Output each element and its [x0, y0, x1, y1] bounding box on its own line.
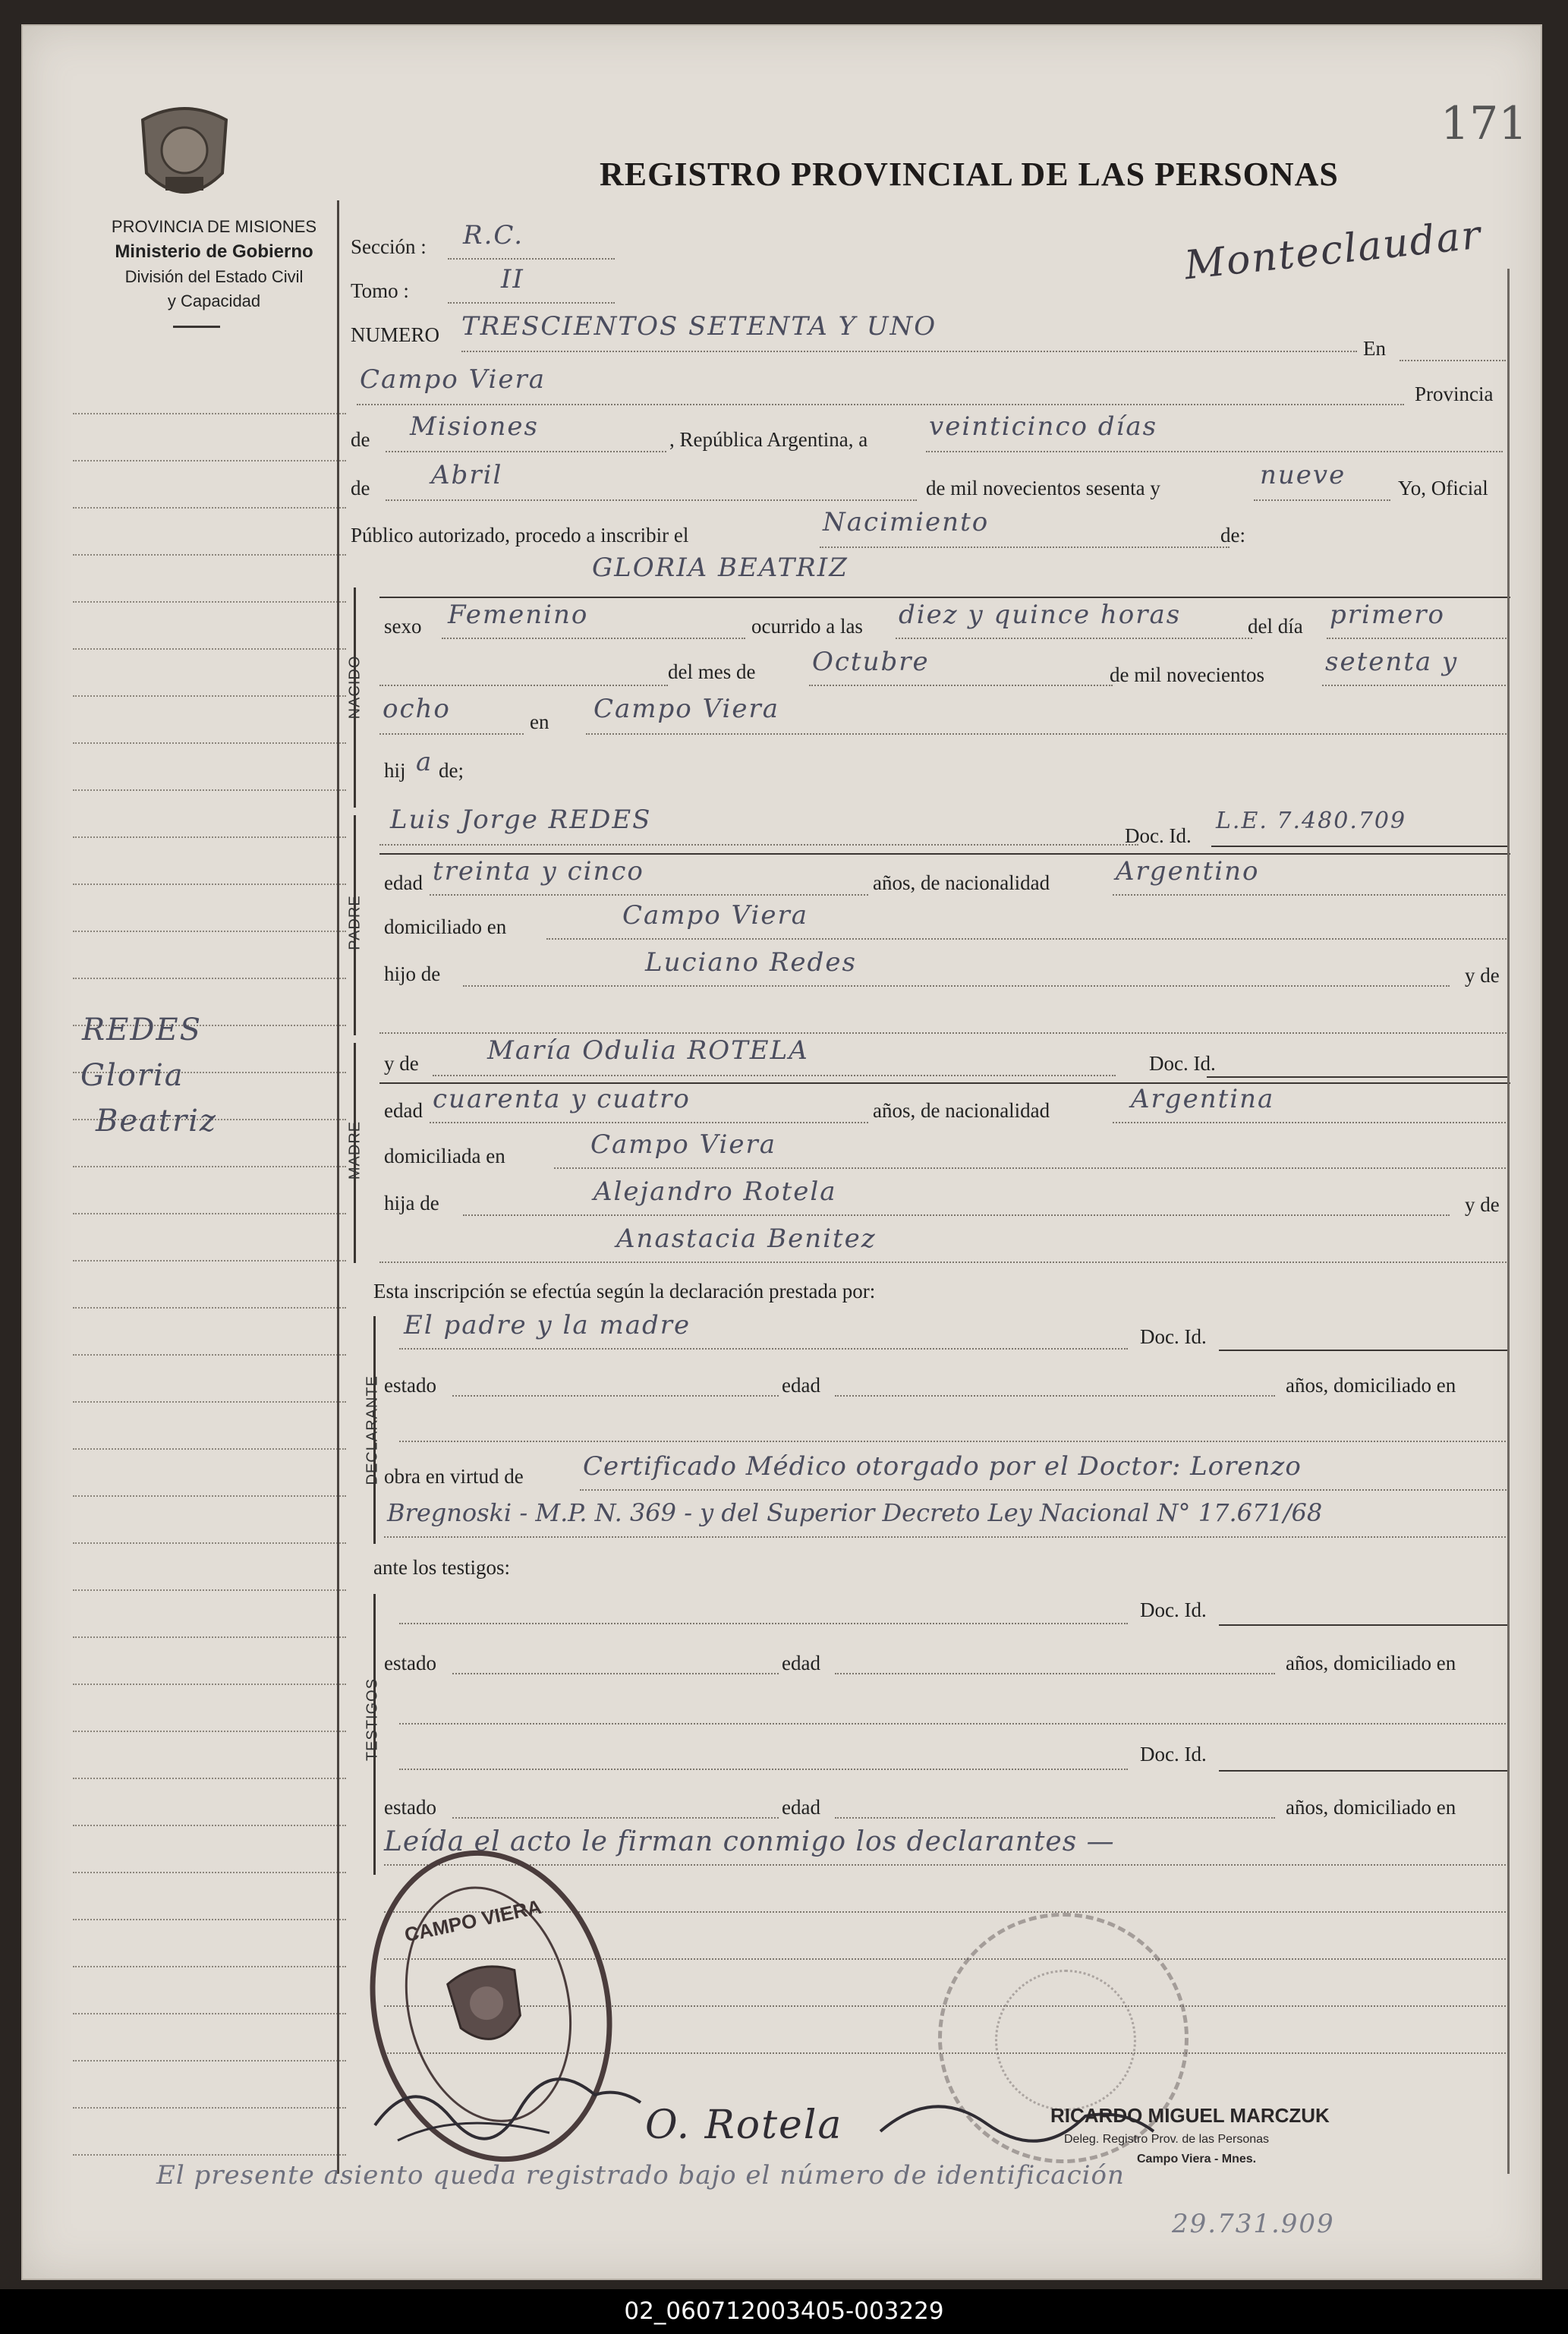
footer-note: El presente asiento queda registrado bajo el número de identificación — [156, 2160, 1125, 2191]
sidebar-dotted-line — [73, 789, 346, 791]
side-label-testigos: TESTIGOS — [364, 1677, 381, 1762]
label-padre-anos: años, de nacionalidad — [873, 871, 1050, 894]
right-vertical-rule — [1507, 269, 1510, 2174]
label-padre-doc: Doc. Id. — [1125, 824, 1192, 847]
line-madre-nombre — [433, 1075, 1116, 1076]
page-title: REGISTRO PROVINCIAL DE LAS PERSONAS — [600, 156, 1339, 193]
line-declarante-dom — [399, 1441, 1509, 1442]
line-dia — [1327, 638, 1509, 639]
sidebar-dotted-line — [73, 2154, 346, 2156]
label-numero: NUMERO — [351, 323, 440, 346]
sidebar-dotted-line — [73, 648, 346, 650]
label-obra: obra en virtud de — [384, 1465, 524, 1488]
value-seccion: R.C. — [463, 220, 524, 250]
value-madre-hija-de: Alejandro Rotela — [594, 1176, 837, 1207]
value-madre-hija-de2: Anastacia Benitez — [616, 1224, 877, 1254]
line-declarante-estado — [452, 1395, 779, 1397]
value-padre-dom: Campo Viera — [622, 900, 809, 931]
coat-of-arms-icon — [135, 97, 234, 211]
label-hij: hij — [384, 759, 406, 782]
value-hij-suffix: a — [416, 747, 433, 777]
sidebar-dotted-line — [73, 931, 346, 932]
value-declarante: El padre y la madre — [404, 1310, 691, 1340]
value-hora: diez y quince horas — [899, 600, 1182, 630]
line-leida — [384, 1864, 1509, 1866]
label-tomo: Tomo : — [351, 279, 409, 302]
sidebar-dotted-line — [73, 1919, 346, 1920]
header-division2: y Capacidad — [167, 291, 261, 310]
sidebar-dotted-line — [73, 1589, 346, 1591]
side-label-madre: MADRE — [346, 1120, 364, 1180]
label-madre-hija: hija de — [384, 1192, 439, 1214]
line-madre-dom — [554, 1167, 1509, 1169]
sidebar-dotted-line — [73, 1731, 346, 1732]
scan-id-bar: 02_060712003405-003229 — [0, 2289, 1568, 2334]
label-testigo1-edad: edad — [782, 1652, 820, 1674]
sidebar-dotted-line — [73, 1260, 346, 1261]
line-anio2 — [379, 733, 524, 735]
label-testigo1-anos: años, domiciliado en — [1286, 1652, 1456, 1674]
line-obra1 — [580, 1489, 1509, 1491]
padre-top-rule — [379, 853, 1510, 855]
value-provincia: Misiones — [410, 411, 539, 442]
value-mes: Octubre — [812, 647, 930, 677]
sidebar-dotted-line — [73, 1684, 346, 1685]
label-de3: de: — [1220, 524, 1245, 546]
line-testigo2-edad — [835, 1817, 1275, 1819]
value-dia: primero — [1330, 600, 1445, 630]
label-padre-dom: domiciliado en — [384, 915, 507, 938]
line-numero — [461, 351, 1357, 352]
label-publico: Público autorizado, procedo a inscribir el — [351, 524, 689, 546]
value-fecha-mes: Abril — [431, 460, 503, 490]
side-label-nacido: NACIDO — [346, 655, 364, 720]
line-padre-hijo — [463, 985, 1450, 987]
main-vertical-rule — [337, 200, 339, 2174]
official-signature: Monteclaudar — [1182, 212, 1485, 289]
side-label-padre: PADRE — [346, 895, 364, 950]
line-mes — [809, 685, 1113, 686]
label-madre-doc: Doc. Id. — [1149, 1052, 1216, 1075]
father-signature-icon — [367, 2065, 656, 2156]
label-de2: de — [351, 477, 370, 499]
value-padre-nac: Argentino — [1116, 856, 1260, 887]
sidebar-dotted-line — [73, 1636, 346, 1638]
line-padre-edad — [430, 894, 868, 896]
official-location-stamp: Campo Viera - Mnes. — [1137, 2153, 1257, 2165]
sidebar-dotted-line — [73, 1307, 346, 1309]
line-testigo1 — [399, 1623, 1128, 1624]
label-mil-nov2: de mil novecientos — [1110, 663, 1264, 686]
line-tomo — [448, 302, 615, 304]
line-fecha-mes — [386, 499, 917, 501]
line-sexo — [442, 638, 745, 639]
sidebar-dotted-line — [73, 413, 346, 414]
line-fecha-dia — [926, 451, 1503, 452]
sidebar-note-name2: Beatriz — [96, 1104, 217, 1139]
line-madre-nac — [1113, 1122, 1509, 1123]
sidebar-dotted-line — [73, 507, 346, 509]
header-province: PROVINCIA DE MISIONES — [111, 217, 317, 236]
line-padre-dom — [546, 938, 1509, 940]
sidebar-note-name1: Gloria — [80, 1058, 184, 1093]
value-leida: Leída el acto le firman conmigo los declarantes — — [384, 1826, 1115, 1857]
line-testigo2-estado — [452, 1817, 779, 1819]
line-madre-hija — [463, 1214, 1450, 1216]
line-padre-nombre — [379, 844, 1138, 846]
label-mil-nov: de mil novecientos sesenta y — [926, 477, 1160, 499]
value-acto: Nacimiento — [823, 507, 990, 537]
line-declarante — [399, 1348, 1128, 1350]
value-madre-dom: Campo Viera — [590, 1129, 777, 1160]
sidebar-dotted-line — [73, 1166, 346, 1167]
line-localidad — [357, 404, 1404, 405]
sidebar-dotted-line — [73, 742, 346, 744]
value-anio2: ocho — [383, 694, 451, 724]
label-ocurrido: ocurrido a las — [751, 615, 863, 638]
line-testigo1-edad — [835, 1673, 1275, 1674]
sidebar-dotted-line — [73, 554, 346, 556]
sidebar-dotted-line — [73, 978, 346, 979]
label-madre-y-de: y de — [1465, 1193, 1500, 1216]
official-name-stamp: RICARDO MIGUEL MARCZUK — [1050, 2104, 1330, 2127]
sidebar-dotted-line — [73, 1872, 346, 1873]
value-padre-hijo-de: Luciano Redes — [645, 947, 857, 978]
label-sexo: sexo — [384, 615, 422, 638]
label-testigo2-anos: años, domiciliado en — [1286, 1796, 1456, 1819]
value-fecha-anio: nueve — [1260, 460, 1346, 490]
line-fecha-anio — [1254, 499, 1390, 501]
line-testigo1-estado — [452, 1673, 779, 1674]
label-padre-y-de: y de — [1465, 964, 1500, 987]
label-republica: , República Argentina, a — [669, 428, 868, 451]
label-en: En — [1363, 337, 1386, 360]
page-number: 171 — [1440, 97, 1528, 150]
line-padre-blank — [379, 1032, 1509, 1034]
stamp-text: CAMPO VIERA — [402, 1895, 543, 1947]
value-nombre: GLORIA BEATRIZ — [592, 553, 849, 583]
label-del-mes: del mes de — [668, 660, 756, 683]
mother-signature: O. Rotela — [645, 2102, 843, 2148]
label-declarante-edad: edad — [782, 1374, 820, 1397]
sidebar-dotted-line — [73, 2013, 346, 2014]
value-madre-edad: cuarenta y cuatro — [433, 1084, 691, 1114]
sidebar-note-surname: REDES — [82, 1013, 202, 1047]
label-yo-oficial: Yo, Oficial — [1398, 477, 1488, 499]
value-obra2: Bregnoski - M.P. N. 369 - y del Superior Decreto Ley Nacional N° 17.671/68 — [387, 1498, 1323, 1527]
header-ministry: Ministerio de Gobierno — [115, 241, 313, 262]
label-declarante-estado: estado — [384, 1374, 436, 1397]
sidebar-dotted-line — [73, 1542, 346, 1544]
label-ante-testigos: ante los testigos: — [373, 1556, 510, 1579]
label-padre-edad: edad — [384, 871, 423, 894]
header-division: División del Estado Civil — [124, 267, 304, 286]
value-sexo: Femenino — [448, 600, 589, 630]
line-provincia — [386, 451, 666, 452]
label-declarante-anos: años, domiciliado en — [1286, 1374, 1456, 1397]
label-del-dia: del día — [1248, 615, 1303, 638]
sidebar-dotted-line — [73, 601, 346, 603]
sidebar-dotted-line — [73, 1778, 346, 1779]
sidebar-dotted-line — [73, 836, 346, 838]
label-seccion: Sección : — [351, 235, 427, 258]
line-seccion — [448, 258, 615, 260]
sidebar-dotted-line — [73, 1354, 346, 1356]
label-de: de — [351, 428, 370, 451]
label-testigo1-doc: Doc. Id. — [1140, 1599, 1207, 1621]
line-padre-nac — [1113, 894, 1509, 896]
label-madre-edad: edad — [384, 1099, 423, 1122]
label-padre-hijo: hijo de — [384, 962, 441, 985]
value-fecha-dia: veinticinco días — [929, 411, 1158, 442]
value-padre-edad: treinta y cinco — [433, 856, 644, 887]
sidebar-dotted-line — [73, 1213, 346, 1214]
line-nombre — [379, 597, 1510, 598]
side-label-declarante: DECLARANTE — [364, 1375, 381, 1485]
label-testigo2-doc: Doc. Id. — [1140, 1743, 1207, 1765]
value-anio: setenta y — [1325, 647, 1459, 677]
line-madre-doc — [1207, 1076, 1509, 1078]
sidebar-dotted-line — [73, 1966, 346, 1967]
line-obra2 — [384, 1536, 1509, 1538]
label-madre-dom: domiciliada en — [384, 1145, 505, 1167]
sidebar-dotted-line — [73, 884, 346, 885]
label-inscripcion: Esta inscripción se efectúa según la declaración prestada por: — [373, 1280, 876, 1302]
official-title-stamp: Deleg. Registro Prov. de las Personas — [1064, 2133, 1270, 2146]
line-anio — [1322, 685, 1509, 686]
value-tomo: II — [501, 264, 524, 295]
sidebar-dotted-line — [73, 1495, 346, 1497]
registry-page — [21, 24, 1542, 2280]
label-testigo1-estado: estado — [384, 1652, 436, 1674]
sidebar-dotted-line — [73, 2107, 346, 2109]
sidebar-dotted-line — [73, 1825, 346, 1826]
line-testigo1-dom — [399, 1723, 1509, 1725]
value-numero: TRESCIENTOS SETENTA Y UNO — [461, 311, 937, 342]
value-localidad: Campo Viera — [360, 364, 546, 395]
value-madre-nombre: María Odulia ROTELA — [487, 1035, 809, 1066]
line-acto — [820, 546, 1230, 548]
line-lugar — [586, 733, 1509, 735]
label-testigo2-estado: estado — [384, 1796, 436, 1819]
line-declarante-doc — [1219, 1350, 1509, 1351]
sidebar-dotted-line — [73, 1401, 346, 1403]
label-de-semi: de; — [439, 759, 464, 782]
sidebar-dotted-line — [73, 1448, 346, 1450]
line-declarante-edad — [835, 1395, 1275, 1397]
dni-number: 29.731.909 — [1172, 2209, 1335, 2239]
label-provincia: Provincia — [1415, 383, 1494, 405]
label-madre-y-de: y de — [384, 1052, 419, 1075]
line-padre-doc — [1211, 846, 1509, 847]
line-mes-blank — [379, 685, 668, 686]
label-en2: en — [530, 710, 549, 733]
label-testigo2-edad: edad — [782, 1796, 820, 1819]
line-hora — [896, 638, 1252, 639]
value-lugar: Campo Viera — [594, 694, 780, 724]
sidebar-dotted-line — [73, 460, 346, 461]
label-madre-anos: años, de nacionalidad — [873, 1099, 1050, 1122]
line-en — [1400, 360, 1506, 361]
line-testigo2-doc — [1219, 1770, 1509, 1772]
value-madre-nac: Argentina — [1131, 1084, 1275, 1114]
line-madre-edad — [430, 1122, 868, 1123]
sidebar-dotted-line — [73, 695, 346, 697]
label-declarante-doc: Doc. Id. — [1140, 1325, 1207, 1348]
sidebar-dotted-line — [73, 2060, 346, 2062]
line-testigo2 — [399, 1769, 1128, 1770]
value-padre-doc: L.E. 7.480.709 — [1216, 808, 1407, 834]
value-padre-nombre: Luis Jorge REDES — [390, 805, 652, 835]
line-madre-hija2 — [379, 1261, 1509, 1263]
line-testigo1-doc — [1219, 1624, 1509, 1626]
header-divider — [173, 326, 220, 328]
value-obra1: Certificado Médico otorgado por el Doctor: Lorenzo — [583, 1451, 1302, 1482]
